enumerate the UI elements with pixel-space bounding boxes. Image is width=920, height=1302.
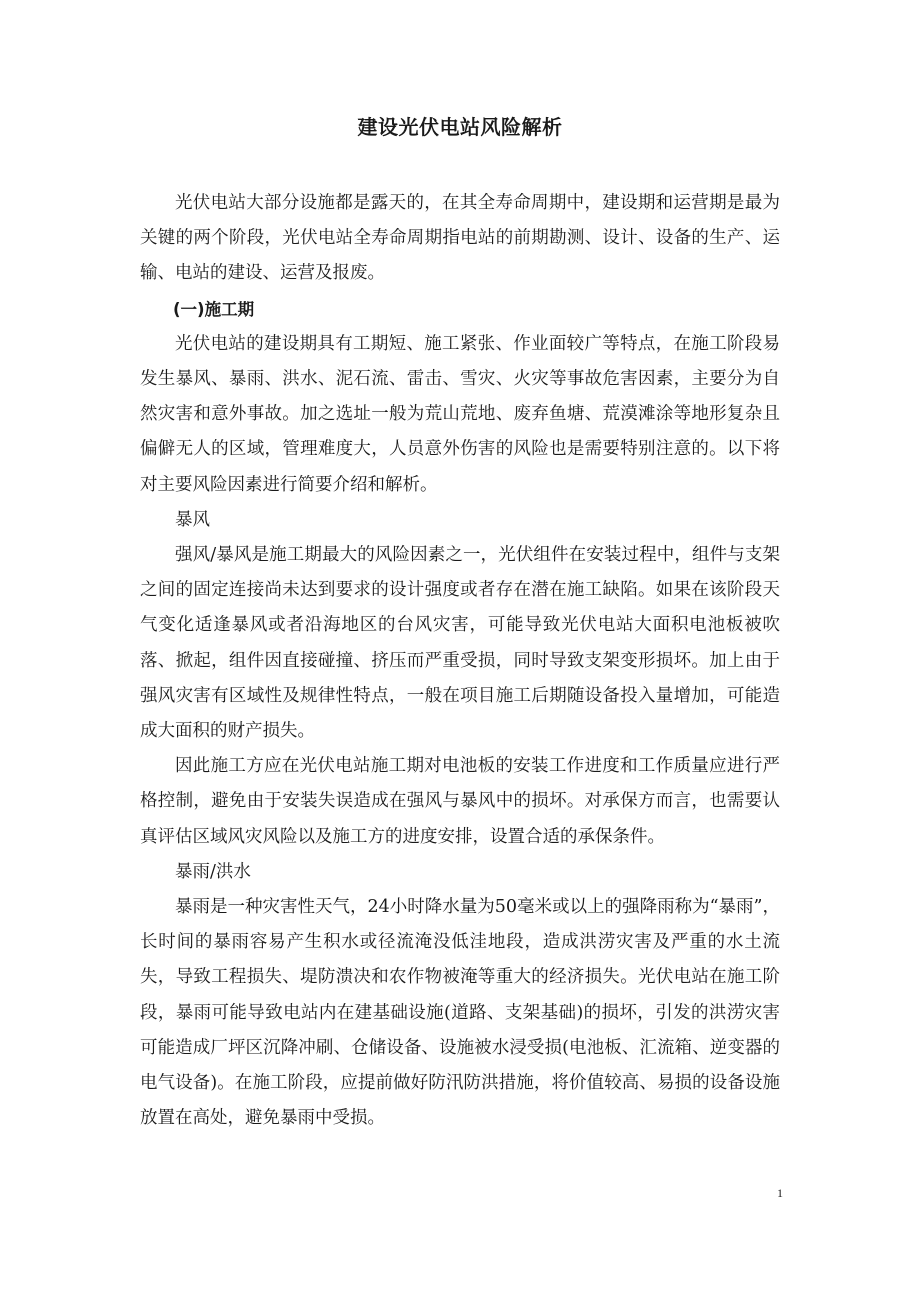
subheading-rain-flood: 暴雨/洪水 bbox=[175, 861, 251, 882]
paragraph-intro: 光伏电站大部分设施都是露天的，在其全寿命周期中，建设期和运营期是最为关键的两个阶段，光伏电站全寿命周期指电站的前期勘测、设计、设备的生产、运输、电站的建设、运营及报废。 bbox=[140, 193, 780, 284]
paragraph-storm-2: 因此施工方应在光伏电站施工期对电池板的安装工作进度和工作质量应进行严格控制，避免由于安装失误造成在强风与暴风中的损坏。对承保方而言，也需要认真评估区域风灾风险以及施工方的进度安排，设置合适的承保条件。 bbox=[140, 756, 780, 847]
document-title: 建设光伏电站风险解析 bbox=[357, 115, 563, 139]
document-body bbox=[140, 186, 780, 1136]
paragraph-construction-intro: 光伏电站的建设期具有工期短、施工紧张、作业面较广等特点，在施工阶段易发生暴风、暴雨、洪水、泥石流、雷击、雪灾、火灾等事故危害因素，主要分为自然灾害和意外事故。加之选址一般为荒山荒地、废弃鱼塘、荒漠滩涂等地形复杂且偏僻无人的区域，管理难度大，人员意外伤害的风险也是需要特别注意的。以下将对主要风险因素进行简要介绍和解析。 bbox=[140, 333, 780, 495]
page-number: 1 bbox=[777, 1186, 783, 1200]
paragraph-rain-1: 暴雨是一种灾害性天气，24小时降水量为50毫米或以上的强降雨称为“暴雨”，长时间的暴雨容易产生积水或径流淹没低洼地段，造成洪涝灾害及严重的水土流失，导致工程损失、堤防溃决和农作物被淹等重大的经济损失。光伏电站在施工阶段，暴雨可能导致电站内在建基础设施(道路、支架基础)的损坏，引发的洪涝灾害可能造成厂坪区沉降冲刷、仓储设备、设施被水浸受损(电池板、汇流箱、逆变器的电气设备)。在施工阶段，应提前做好防汛防洪措施，将价值较高、易损的设备设施放置在高处，避免暴雨中受损。 bbox=[140, 897, 780, 1129]
paragraph-storm-1: 强风/暴风是施工期最大的风险因素之一，光伏组件在安装过程中，组件与支架之间的固定连接尚未达到要求的设计强度或者存在潜在施工缺陷。如果在该阶段天气变化适逢暴风或者沿海地区的台风灾害，可能导致光伏电站大面积电池板被吹落、掀起，组件因直接碰撞、挤压而严重受损，同时导致支架变形损坏。加上由于强风灾害有区域性及规律性特点，一般在项目施工后期随设备投入量增加，可能造成大面积的财产损失。 bbox=[140, 545, 780, 742]
section-heading-construction: (一)施工期 bbox=[173, 299, 255, 319]
subheading-storm: 暴风 bbox=[175, 509, 210, 530]
